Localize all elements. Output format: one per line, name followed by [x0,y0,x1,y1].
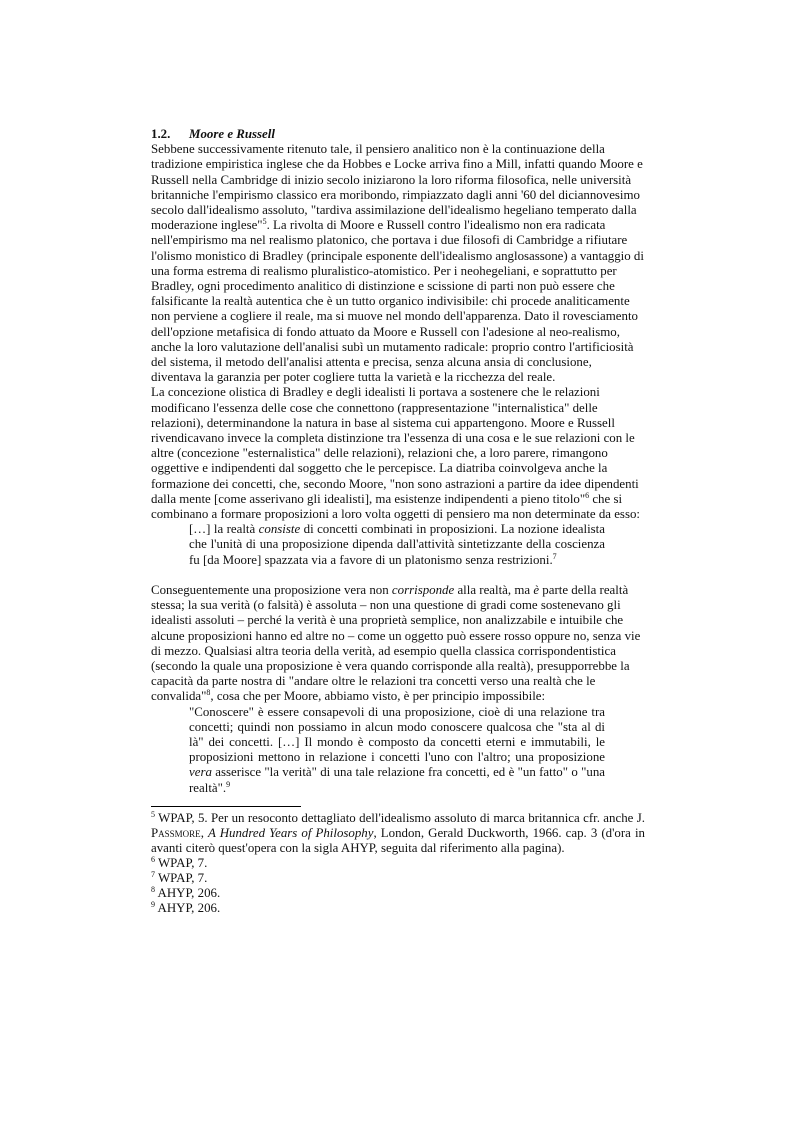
footnote-7-text: WPAP, 7. [158,870,208,885]
footnote-5-author: Passmore [151,825,201,840]
section-title: Moore e Russell [189,127,275,141]
footnote-ref-6[interactable]: 6 [585,490,590,500]
footnote-number: 9 [151,899,155,909]
paragraph-3-text-d: , cosa che per Moore, abbiamo visto, è per principio impossibile: [210,689,546,704]
section-heading [151,127,645,142]
footnote-8 [151,886,645,901]
footnote-9 [151,901,645,916]
quote-1-emphasis: consiste [258,522,301,537]
quote-1-text-b: di concetti combinati in proposizioni. La nozione idealista che l'unità di una proposizione dipenda dall'attività sintetizzante della coscienza fu [da Moore] spazzata via a favore di un platonismo senza restrizioni. [189,522,605,567]
footnote-divider [151,806,301,807]
footnote-5-work-title: A Hundred Years of Philosophy [207,825,374,840]
footnote-6-text: WPAP, 7. [158,855,208,870]
paragraph-3-emphasis-2: è [533,582,540,597]
footnote-ref-7[interactable]: 7 [552,551,557,561]
document-page [151,127,645,916]
quote-2-text-a: "Conoscere" è essere consapevoli di una proposizione, cioè di una relazione tra concetti; quindi non possiamo in alcun modo conoscere qualcosa che "sta al di là" dei concetti. […] Il mondo è composto da concetti eterni e immutabili, le proposizioni mettono in relazione i concetti l'uno con l'altro; una proposizione [189,704,605,765]
paragraph-2-text-a: La concezione olistica di Bradley e degli idealisti li portava a sostenere che le relazioni modificano l'essenza delle cose che connettono (rappresentazione "internalistica" delle relazioni), determinandone la natura in base al sistema cui appartengono. Moore e Russell rivendicavano invece la completa distinzione tra l'essenza di una cosa e le sue relazioni con le altre (concezione "esternalistica" delle relazioni), relazioni che, a loro parere, rimangono oggettive e indipendenti dal soggetto che le percepisce. La diatriba coinvolgeva anche la formazione dei concetti, che, secondo Moore, "non sono astrazioni a partire da idee dipendenti dalla mente [come asserivano gli idealisti], ma esistenze indipendenti a pieno titolo" [151,385,639,506]
paragraph-2-text-b: che si combinano a formare proposizioni a loro volta oggetti di pensiero ma non determinate da esso: [151,491,640,522]
footnote-ref-8[interactable]: 8 [206,688,211,698]
footnote-6 [151,856,645,871]
quote-1-text-a: […] la realtà [189,522,259,537]
section-number: 1.2. [151,127,171,141]
paragraph-3-emphasis-1: corrisponde [391,582,455,597]
footnote-5 [151,811,645,856]
paragraph-3-text-c: parte della realtà stessa; la sua verità (o falsità) è assoluta – non una questione di gradi come sostenevano gli idealisti assoluti – perché la verità è una proprietà semplice, non analizzabile e intuibile che alcune proposizioni hanno ed altre no – come un oggetto può essere rosso oppure no, senza vie di mezzo. Qualsiasi altra teoria della verità, ad esempio quella classica corrispondentistica (secondo la quale una proposizione è vera quando corrisponde alla realtà), presupporrebbe la capacità da parte nostra di "andare oltre le relazioni tra concetti verso una realtà che le convalida" [151,582,641,704]
paragraph-spacer [151,568,645,583]
footnote-number: 7 [151,869,155,879]
paragraph-2 [151,385,645,522]
footnote-ref-5[interactable]: 5 [262,217,267,227]
footnote-number: 6 [151,854,155,864]
footnote-8-text: AHYP, 206. [157,885,221,900]
paragraph-3-text-a: Conseguentemente una proposizione vera non [151,582,392,597]
footnote-5-text-c: , London, Gerald Duckworth, 1966. cap. 3 (d'ora in avanti citerò quest'opera con la sigla AHYP, seguita dal riferimento alla pagina). [151,825,645,855]
footnote-number: 5 [151,809,155,819]
paragraph-3 [151,583,645,705]
block-quote-1 [189,522,605,568]
footnote-7 [151,871,645,886]
footnote-5-text-a: WPAP, 5. Per un resoconto dettagliato dell'idealismo assoluto di marca britannica cfr. anche J. [158,810,645,825]
quote-2-emphasis: vera [189,765,212,780]
footnote-5-text-b: , [200,825,208,840]
paragraph-1 [151,142,645,385]
block-quote-2 [189,705,605,796]
footnote-number: 8 [151,884,155,894]
paragraph-1-text-b: . La rivolta di Moore e Russell contro l'idealismo non era radicata nell'empirismo ma nel realismo platonico, che portava i due filosofi di Cambridge a rifiutare l'olismo monistico di Bradley (principale esponente dell'idealismo anglosassone) a vantaggio di una forma estrema di realismo pluralistico-atomistico. Per i neohegeliani, e soprattutto per Bradley, ogni procedimento analitico di distinzione e scissione di parti non può essere che falsificante la realtà autentica che è un tutto organico indivisibile: chi procede analiticamente non perviene a cogliere il reale, ma si muove nel mondo dell'apparenza. Dato il rovesciamento dell'opzione metafisica di fondo attuato da Moore e Russell con l'adesione al neo-realismo, anche la loro valutazione dell'analisi subì un mutamento radicale: proprio contro l'artificiosità del sistema, il metodo dell'analisi attenta e precisa, senza alcuna ansia di conclusione, diventava la garanzia per poter cogliere tutta la varietà e la ricchezza del reale. [151,218,644,385]
paragraph-3-text-b: alla realtà, ma [454,582,534,597]
footnote-ref-9[interactable]: 9 [226,779,231,789]
footnote-9-text: AHYP, 206. [157,900,221,915]
paragraph-1-text-a: Sebbene successivamente ritenuto tale, il pensiero analitico non è la continuazione della tradizione empiristica inglese che da Hobbes e Locke arriva fino a Mill, infatti quando Moore e Russell nella Cambridge di inizio secolo iniziarono la loro riforma filosofica, nelle università britanniche l'empirismo classico era moribondo, rimpiazzato dagli anni '60 del diciannovesimo secolo dall'idealismo assoluto, "tardiva assimilazione dell'idealismo hegeliano temperato dalla moderazione inglese" [151,142,643,233]
quote-2-text-b: asserisce "la verità" di una tale relazione fra concetti, ed è "un fatto" o "una realtà". [189,765,605,795]
